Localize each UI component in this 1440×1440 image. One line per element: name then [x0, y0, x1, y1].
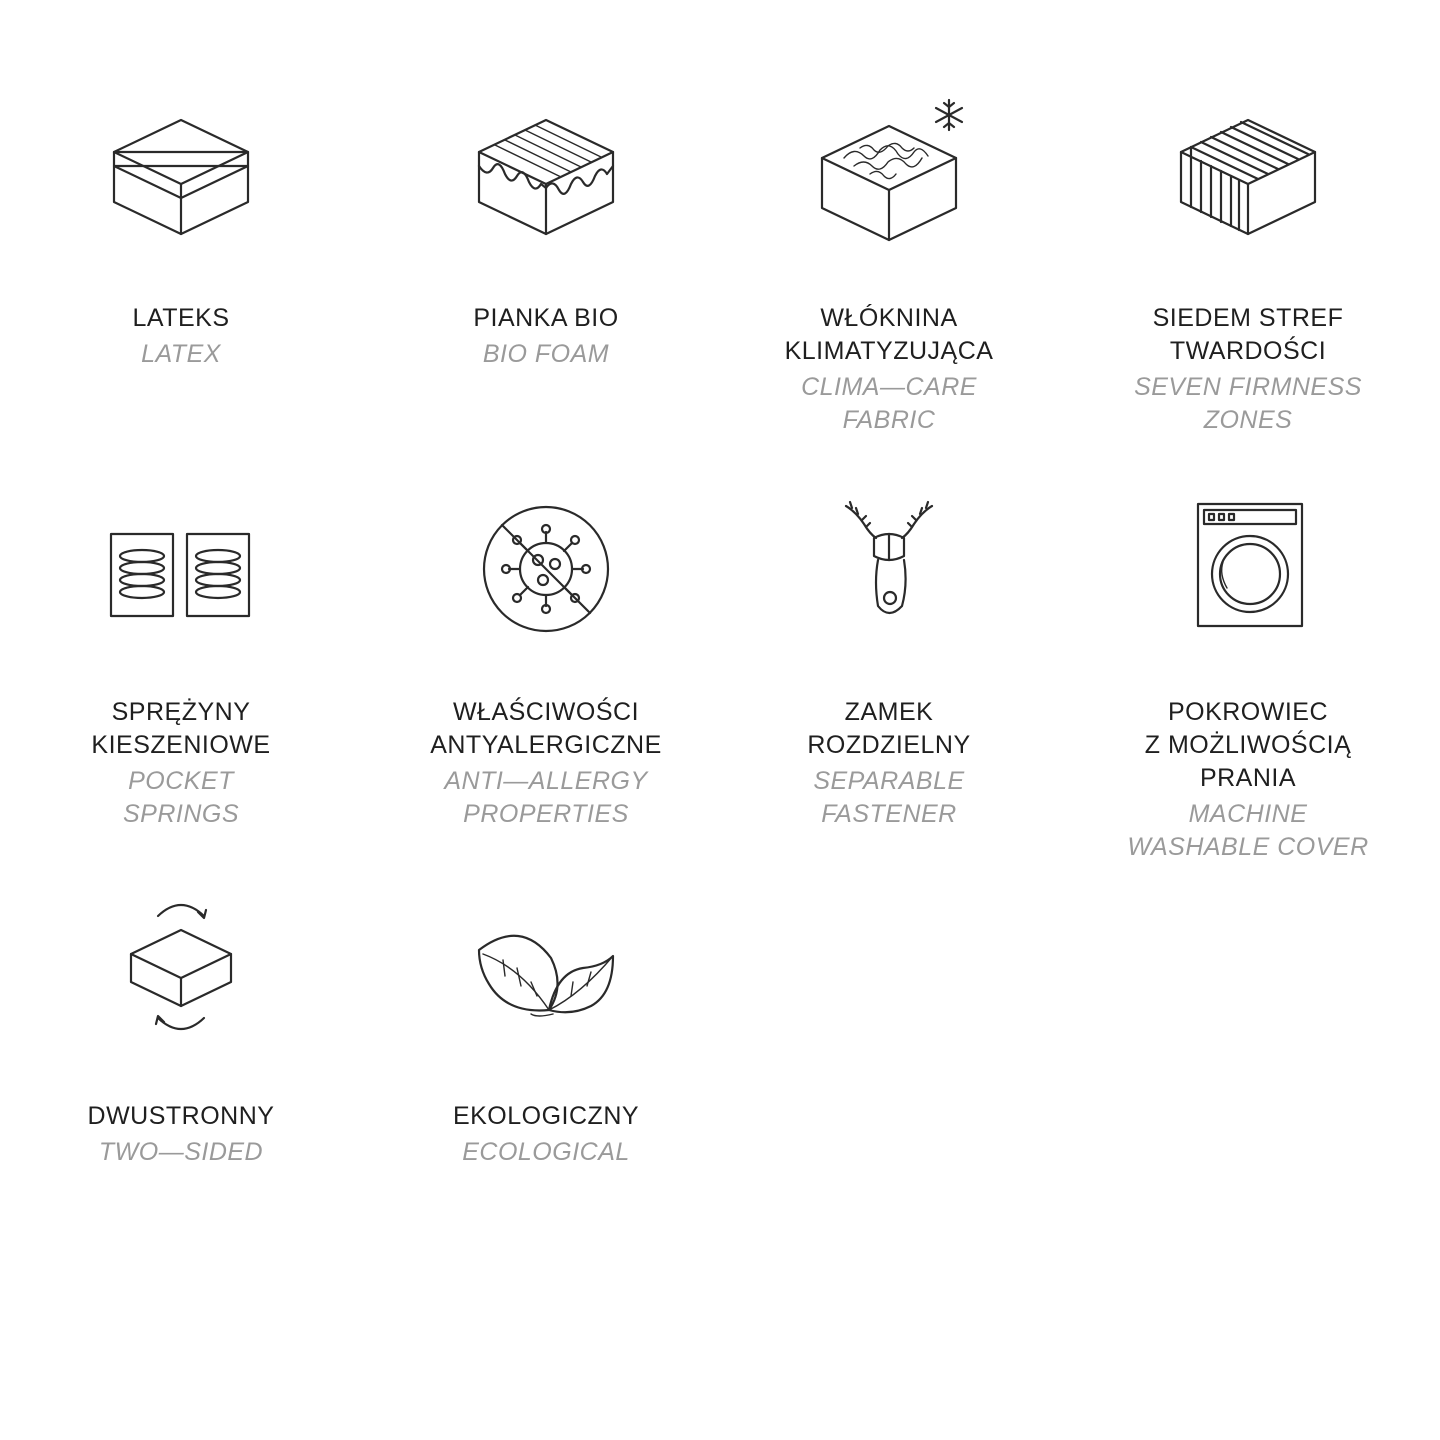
feature-title: PIANKA BIO: [473, 304, 619, 332]
feature-subtitle: TWO—SIDED: [98, 1138, 264, 1166]
feature-pocket-springs: [21, 494, 341, 831]
anti-allergy-icon: [461, 494, 631, 644]
feature-subtitle: ANTI—ALLERGY PROPERTIES: [444, 767, 648, 828]
zipper-icon: [804, 494, 974, 644]
feature-title: SPRĘŻYNY KIESZENIOWE: [91, 698, 271, 759]
feature-subtitle: SEVEN FIRMNESS ZONES: [1134, 373, 1362, 434]
feature-title: EKOLOGICZNY: [452, 1102, 640, 1130]
feature-title: WŁAŚCIWOŚCI ANTYALERGICZNE: [430, 698, 662, 759]
feature-title: DWUSTRONNY: [87, 1102, 275, 1130]
washing-machine-icon: [1163, 494, 1333, 644]
feature-subtitle: CLIMA—CARE FABRIC: [801, 373, 977, 434]
feature-title: WŁÓKNINA KLIMATYZUJĄCA: [784, 304, 994, 365]
feature-ecological: [386, 898, 706, 1169]
feature-seven-zones: [1088, 100, 1408, 437]
clima-care-fabric-icon: [804, 100, 974, 250]
pocket-springs-icon: [96, 494, 266, 644]
feature-subtitle: POCKET SPRINGS: [122, 767, 240, 828]
seven-zones-block-icon: [1163, 100, 1333, 250]
latex-block-icon: [96, 100, 266, 250]
feature-title: LATEKS: [132, 304, 230, 332]
feature-separable-fastener: [729, 494, 1049, 831]
feature-washable-cover: [1088, 494, 1408, 864]
feature-subtitle: BIO FOAM: [482, 340, 610, 368]
bio-foam-block-icon: [461, 100, 631, 250]
feature-anti-allergy: [386, 494, 706, 831]
feature-subtitle: MACHINE WASHABLE COVER: [1127, 800, 1369, 861]
feature-latex: [21, 100, 341, 371]
feature-two-sided: [21, 898, 341, 1169]
feature-subtitle: LATEX: [141, 340, 221, 368]
feature-subtitle: SEPARABLE FASTENER: [813, 767, 965, 828]
feature-clima-care: [729, 100, 1049, 437]
feature-title: POKROWIEC Z MOŻLIWOŚCIĄ PRANIA: [1144, 698, 1352, 792]
feature-bio-foam: [386, 100, 706, 371]
feature-title: ZAMEK ROZDZIELNY: [807, 698, 971, 759]
feature-title: SIEDEM STREF TWARDOŚCI: [1152, 304, 1344, 365]
leaves-icon: [461, 898, 631, 1048]
feature-subtitle: ECOLOGICAL: [462, 1138, 630, 1166]
two-sided-block-icon: [96, 898, 266, 1048]
